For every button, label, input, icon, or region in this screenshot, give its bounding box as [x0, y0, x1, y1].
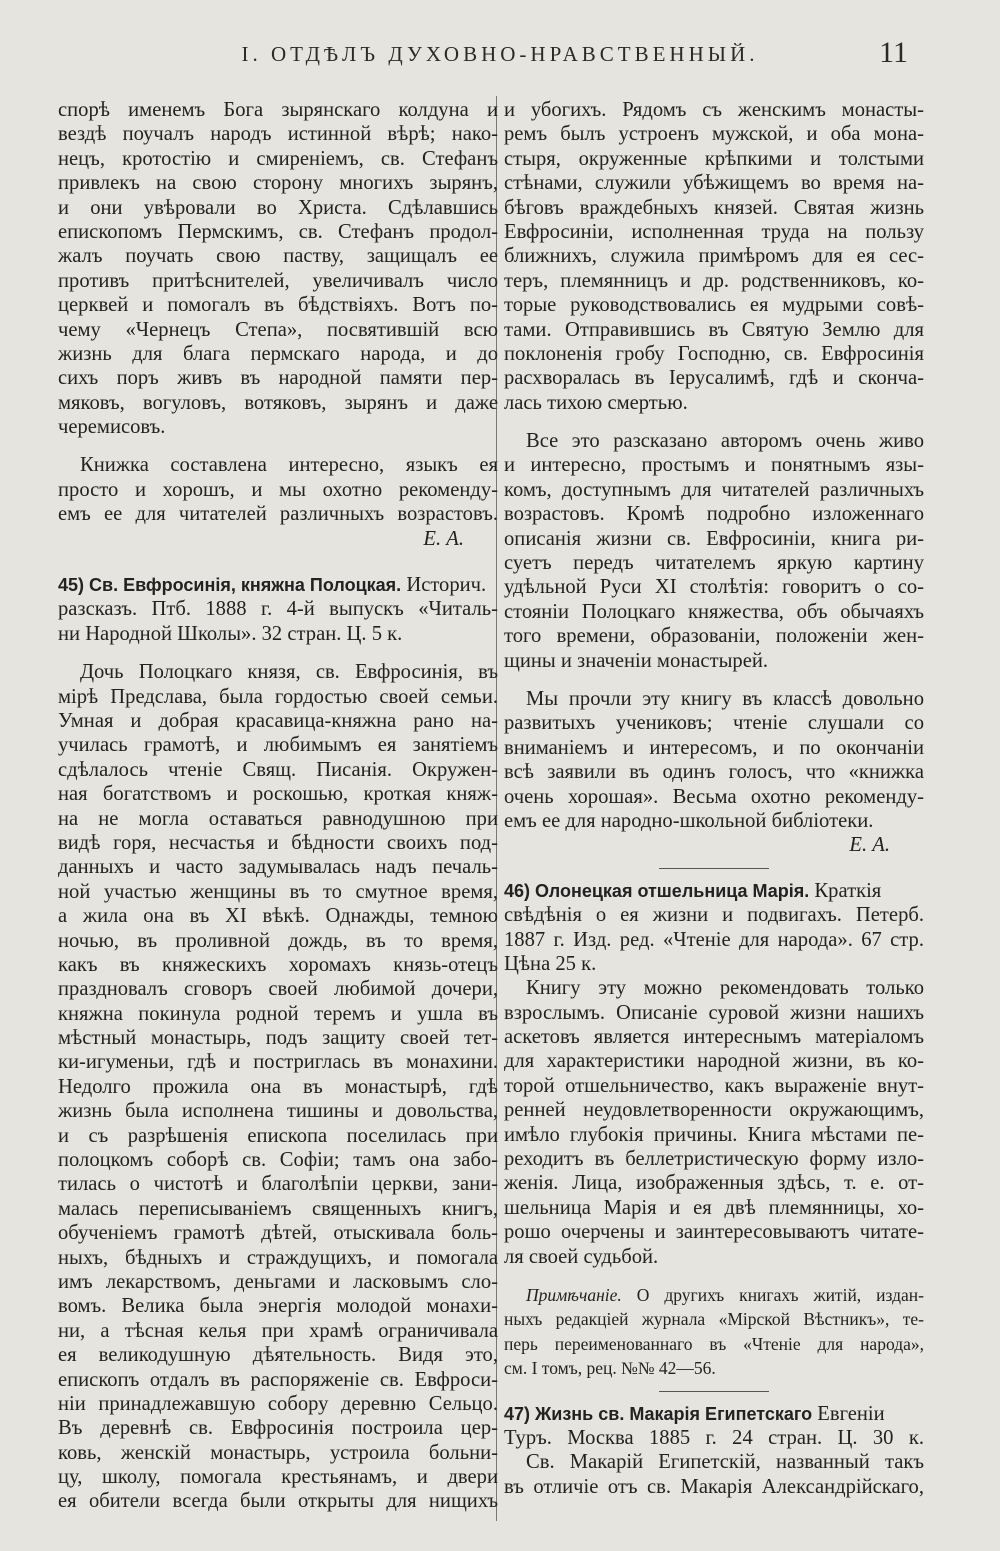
entry-46-heading — [504, 879, 924, 903]
text-line: ренней неудовлетворенности окружающимъ, — [504, 1099, 924, 1122]
text-line: мяковъ, вогуловъ, вотяковъ, зырянъ и даже — [58, 391, 498, 414]
footnote-line: перь переименованнаго въ «Чтеніе для народа», — [504, 1333, 924, 1354]
text-line: рошо очерчены и заинтересовываютъ читате- — [504, 1221, 924, 1244]
text-line: разсказъ. Птб. 1888 г. 4-й выпускъ «Читаль- — [58, 598, 498, 621]
text-line: а жила она въ XI вѣкѣ. Однажды, темною — [58, 905, 498, 928]
text-line: чему «Чернецъ Степа», посвятившій всю — [58, 318, 498, 341]
text-line: ля своей судьбой. — [504, 1245, 659, 1268]
text-line: вомъ. Велика была энергія молодой монахи- — [58, 1295, 498, 1318]
text-line: видѣ горя, несчастья и бѣдности своихъ под- — [58, 831, 498, 854]
text-line: ея обители всегда были открыты для нищихъ — [58, 1490, 498, 1513]
entry-47-heading — [504, 1402, 924, 1426]
text-line: тилась о чистотѣ и благолѣпіи церкви, зани- — [58, 1173, 498, 1196]
text-line: цу, школу, помогала крестьянамъ, и двери — [58, 1466, 498, 1489]
text-line: имѣло глубокія причины. Книга мѣстами пе- — [504, 1123, 924, 1146]
text-line: Св. Макарій Египетскій, названный такъ — [526, 1451, 924, 1474]
text-line: поклоненія гробу Господню, св. Евфросинія — [504, 342, 924, 365]
paragraph-gap — [58, 439, 498, 453]
text-line: ея великодушную дѣятельность. Видя это, — [58, 1344, 498, 1367]
text-line: Туръ. Москва 1885 г. 24 стран. Ц. 30 к. — [504, 1426, 924, 1449]
text-line: привлекъ на свою сторону многихъ зырянъ, — [58, 172, 498, 195]
text-line: тами. Отправившись въ Святую Землю для — [504, 318, 924, 341]
text-line: просто и хорошъ, и мы охотно рекоменду- — [58, 478, 498, 501]
section-rule — [659, 1391, 769, 1392]
section-gap — [58, 551, 498, 573]
text-line: вездѣ поучалъ народъ истинной вѣрѣ; нако- — [58, 123, 498, 146]
text-line: какъ въ княжескихъ хоромахъ князь-отецъ — [58, 953, 498, 976]
text-line: ной участью женщины въ то смутное время, — [58, 880, 498, 903]
text-line: Все это разсказано авторомъ очень живо — [526, 430, 924, 453]
review-signature: Е. А. — [423, 527, 464, 550]
text-line: Книжка составлена интересно, языкъ ея — [80, 454, 498, 477]
text-line: щины и значеніи монастырей. — [504, 649, 769, 672]
text-line: Евфросиніи, исполненная труда на пользу — [504, 220, 924, 243]
text-line: шельница Марія и ея двѣ племянницы, хо- — [504, 1196, 924, 1219]
text-line: обученіемъ грамотѣ дѣтей, отыскивала боль- — [58, 1222, 498, 1245]
text-line: стыря, окруженные крѣпкими и толстыми — [504, 147, 924, 170]
text-line: малась переписываніемъ священныхъ книгъ, — [58, 1197, 498, 1220]
text-line: жалъ поучать свою паству, защищалъ ее — [58, 245, 498, 268]
entry-45-heading — [58, 573, 498, 597]
text-line: и убогихъ. Рядомъ съ женскимъ монасты- — [504, 99, 924, 121]
entry-46-title: 46) Олонецкая отшельница Марія. — [504, 880, 810, 901]
section-rule — [659, 868, 769, 869]
footnote-line — [504, 1283, 924, 1307]
paragraph-gap — [504, 415, 924, 429]
text-line: Недолго прожила она въ монастырѣ, гдѣ — [58, 1075, 498, 1098]
text-line: вниманіемъ и интересомъ, и по окончаніи — [504, 736, 924, 759]
text-line: ни, а тѣсная келья при храмѣ ограничивала — [58, 1319, 498, 1342]
text-line: емъ ее для читателей различныхъ возрастовъ. — [58, 503, 498, 526]
paragraph-gap — [504, 673, 924, 687]
text-line: емъ ее для народно-школьной библіотеки. — [504, 809, 874, 832]
footnote-line: см. I томъ, рец. №№ 42—56. — [504, 1358, 716, 1379]
text-line: имъ лекарствомъ, деньгами и ласковымъ сло- — [58, 1270, 498, 1293]
text-line: суетъ передъ читателемъ яркую картину — [504, 552, 924, 575]
text-line: епископомъ Пермскимъ, св. Стефанъ продол- — [58, 220, 498, 243]
text-line: Дочь Полоцкаго князя, св. Евфросинія, въ — [80, 661, 498, 684]
footnote-label: Примѣчаніе. — [526, 1284, 622, 1305]
text-line: въ отличіе отъ св. Макарія Александрійскаго, — [504, 1475, 924, 1498]
entry-45-title: 45) Св. Евфросинія, княжна Полоцкая. — [58, 575, 402, 596]
text-line: и интересно, простымъ и понятнымъ язы- — [504, 454, 924, 477]
text-line: и съ разрѣшенія епископа поселилась при — [58, 1124, 498, 1147]
text-line: Книгу эту можно рекомендовать только — [526, 977, 924, 1000]
text-line: взрослымъ. Описаніе суровой жизни нашихъ — [504, 1001, 924, 1024]
text-line: полоцкомъ соборѣ св. Софіи; тамъ она забо- — [58, 1149, 498, 1172]
text-line: жизнь для блага пермскаго народа, и до — [58, 342, 498, 365]
text-line: жизнь была исполнена тишины и довольства, — [58, 1100, 498, 1123]
text-line: удѣльной Руси XI столѣтія: говоритъ о со- — [504, 576, 924, 599]
text-line: церквей и помогалъ въ бѣдствіяхъ. Вотъ по- — [58, 294, 498, 317]
entry-47-author: Евгеніи — [812, 1402, 885, 1425]
text-line: описанія жизни св. Евфросиніи, книга ри- — [504, 527, 924, 550]
text-line: сихъ поръ живъ въ народной памяти пер- — [58, 367, 498, 390]
text-line: торой отшельничество, какъ выраженіе внут- — [504, 1074, 924, 1097]
text-line: лась тихою смертью. — [504, 391, 688, 414]
text-line: бѣговъ враждебныхъ князей. Святая жизнь — [504, 196, 924, 219]
text-line: черемисовъ. — [58, 416, 166, 439]
text-line: комъ, доступнымъ для читателей различныхъ — [504, 478, 924, 501]
text-line: стѣнами, служили убѣжищемъ во время на- — [504, 172, 924, 195]
left-column — [58, 98, 498, 1514]
text-line: ближнихъ, служила примѣромъ для ея сес- — [504, 245, 924, 268]
text-line: ная богатствомъ и роскошью, кроткая княж- — [58, 783, 498, 806]
text-line: всѣ заявили въ одинъ голосъ, что «книжка — [504, 761, 924, 784]
text-line: стояніи Полоцкаго княжества, объ обычаяхъ — [504, 600, 924, 623]
text-line: женія. Лица, изображенныя здѣсь, т. е. от- — [504, 1172, 924, 1195]
text-line: для характеристики народной жизни, въ ко- — [504, 1050, 924, 1073]
text-line: ремъ былъ устроенъ мужской, и оба мона- — [504, 123, 924, 146]
text-line: расхворалась въ Іерусалимѣ, гдѣ и сконча- — [504, 367, 924, 390]
text-line: Умная и добрая красавица-княжна рано на- — [58, 709, 498, 732]
text-line: свѣдѣнія о ея жизни и подвигахъ. Петерб. — [504, 904, 924, 927]
text-line: спорѣ именемъ Бога зырянскаго колдуна и — [58, 99, 498, 121]
paragraph-gap — [504, 1269, 924, 1283]
text-line: ночью, въ проливной дождь, въ то время, — [58, 929, 498, 952]
text-line: сдѣлалось чтеніе Свящ. Писанія. Окружен- — [58, 758, 498, 781]
review-signature: Е. А. — [849, 834, 890, 857]
page-number: 11 — [879, 36, 908, 69]
section-title: I. ОТДѢЛЪ ДУХОВНО-НРАВСТВЕННЫЙ. — [241, 42, 759, 66]
text-line: епископъ отдалъ въ распоряженіе св. Евфроси- — [58, 1368, 498, 1391]
text-line: Мы прочли эту книгу въ классѣ довольно — [526, 687, 924, 710]
text-line: торые руководствовались ея мудрыми совѣ- — [504, 294, 924, 317]
text-line: и они увѣровали во Христа. Сдѣлавшись — [58, 196, 498, 219]
text-line: ныхъ, бѣдныхъ и страждущихъ, и помогала — [58, 1246, 498, 1269]
page-header — [40, 32, 960, 72]
footnote-line: ныхъ редакціей журнала «Мірской Вѣстникъ», те- — [504, 1309, 924, 1330]
text-line: Цѣна 25 к. — [504, 952, 597, 975]
text-line: возрастовъ. Кромѣ подробно изложеннаго — [504, 503, 924, 526]
text-line: ни Народной Школы». 32 стран. Ц. 5 к. — [58, 622, 403, 645]
text-line: мѣстный монастырь, подъ защиту своей тет- — [58, 1027, 498, 1050]
entry-47-title: 47) Жизнь св. Макарія Египетскаго — [504, 1403, 813, 1424]
text-line: мірѣ Предслава, была гордостью своей семьи. — [58, 685, 498, 708]
text-line: аскетовъ является интереснымъ матеріаломъ — [504, 1026, 924, 1049]
right-column — [504, 98, 924, 1499]
text-line: развитыхъ учениковъ; чтеніе слушали со — [504, 712, 924, 735]
text-line: нецъ, кротостію и смиреніемъ, св. Стефанъ — [58, 147, 498, 170]
entry-45-genre: Историч. — [401, 574, 487, 597]
text-line: ки-игуменьи, гдѣ и постриглась въ монахини. — [58, 1051, 498, 1074]
text-line: противъ притѣснителей, увеличивалъ число — [58, 269, 498, 292]
text-line: княжна покинула родной теремъ и ушла въ — [58, 1002, 498, 1025]
footnote-text: О другихъ книгахъ житій, издан- — [621, 1284, 924, 1305]
text-line: ніи принадлежавшую собору деревню Сельцо. — [58, 1392, 498, 1415]
text-line: реходитъ въ беллетристическую форму изло- — [504, 1148, 924, 1171]
text-line: училась грамотѣ, и любимымъ ея занятіемъ — [58, 734, 498, 757]
entry-46-subtitle: Краткія — [809, 879, 882, 902]
text-line: теръ, племянницъ и др. родственниковъ, ко- — [504, 269, 924, 292]
text-line: данныхъ и часто задумывалась надъ печаль- — [58, 856, 498, 879]
paragraph-gap — [58, 646, 498, 660]
text-line: праздновалъ сговоръ своей любимой дочери, — [58, 978, 498, 1001]
text-line: на не могла оставаться равнодушною при — [58, 807, 498, 830]
text-line: очень хорошая». Весьма охотно рекоменду- — [504, 785, 924, 808]
text-line: того времени, образованіи, положеніи жен- — [504, 625, 924, 648]
text-line: Въ деревнѣ св. Евфросинія построила цер- — [58, 1417, 498, 1440]
text-line: ковь, женскій монастырь, устроила больни- — [58, 1441, 498, 1464]
text-line: 1887 г. Изд. ред. «Чтеніе для народа». 67 стр. — [504, 928, 924, 951]
